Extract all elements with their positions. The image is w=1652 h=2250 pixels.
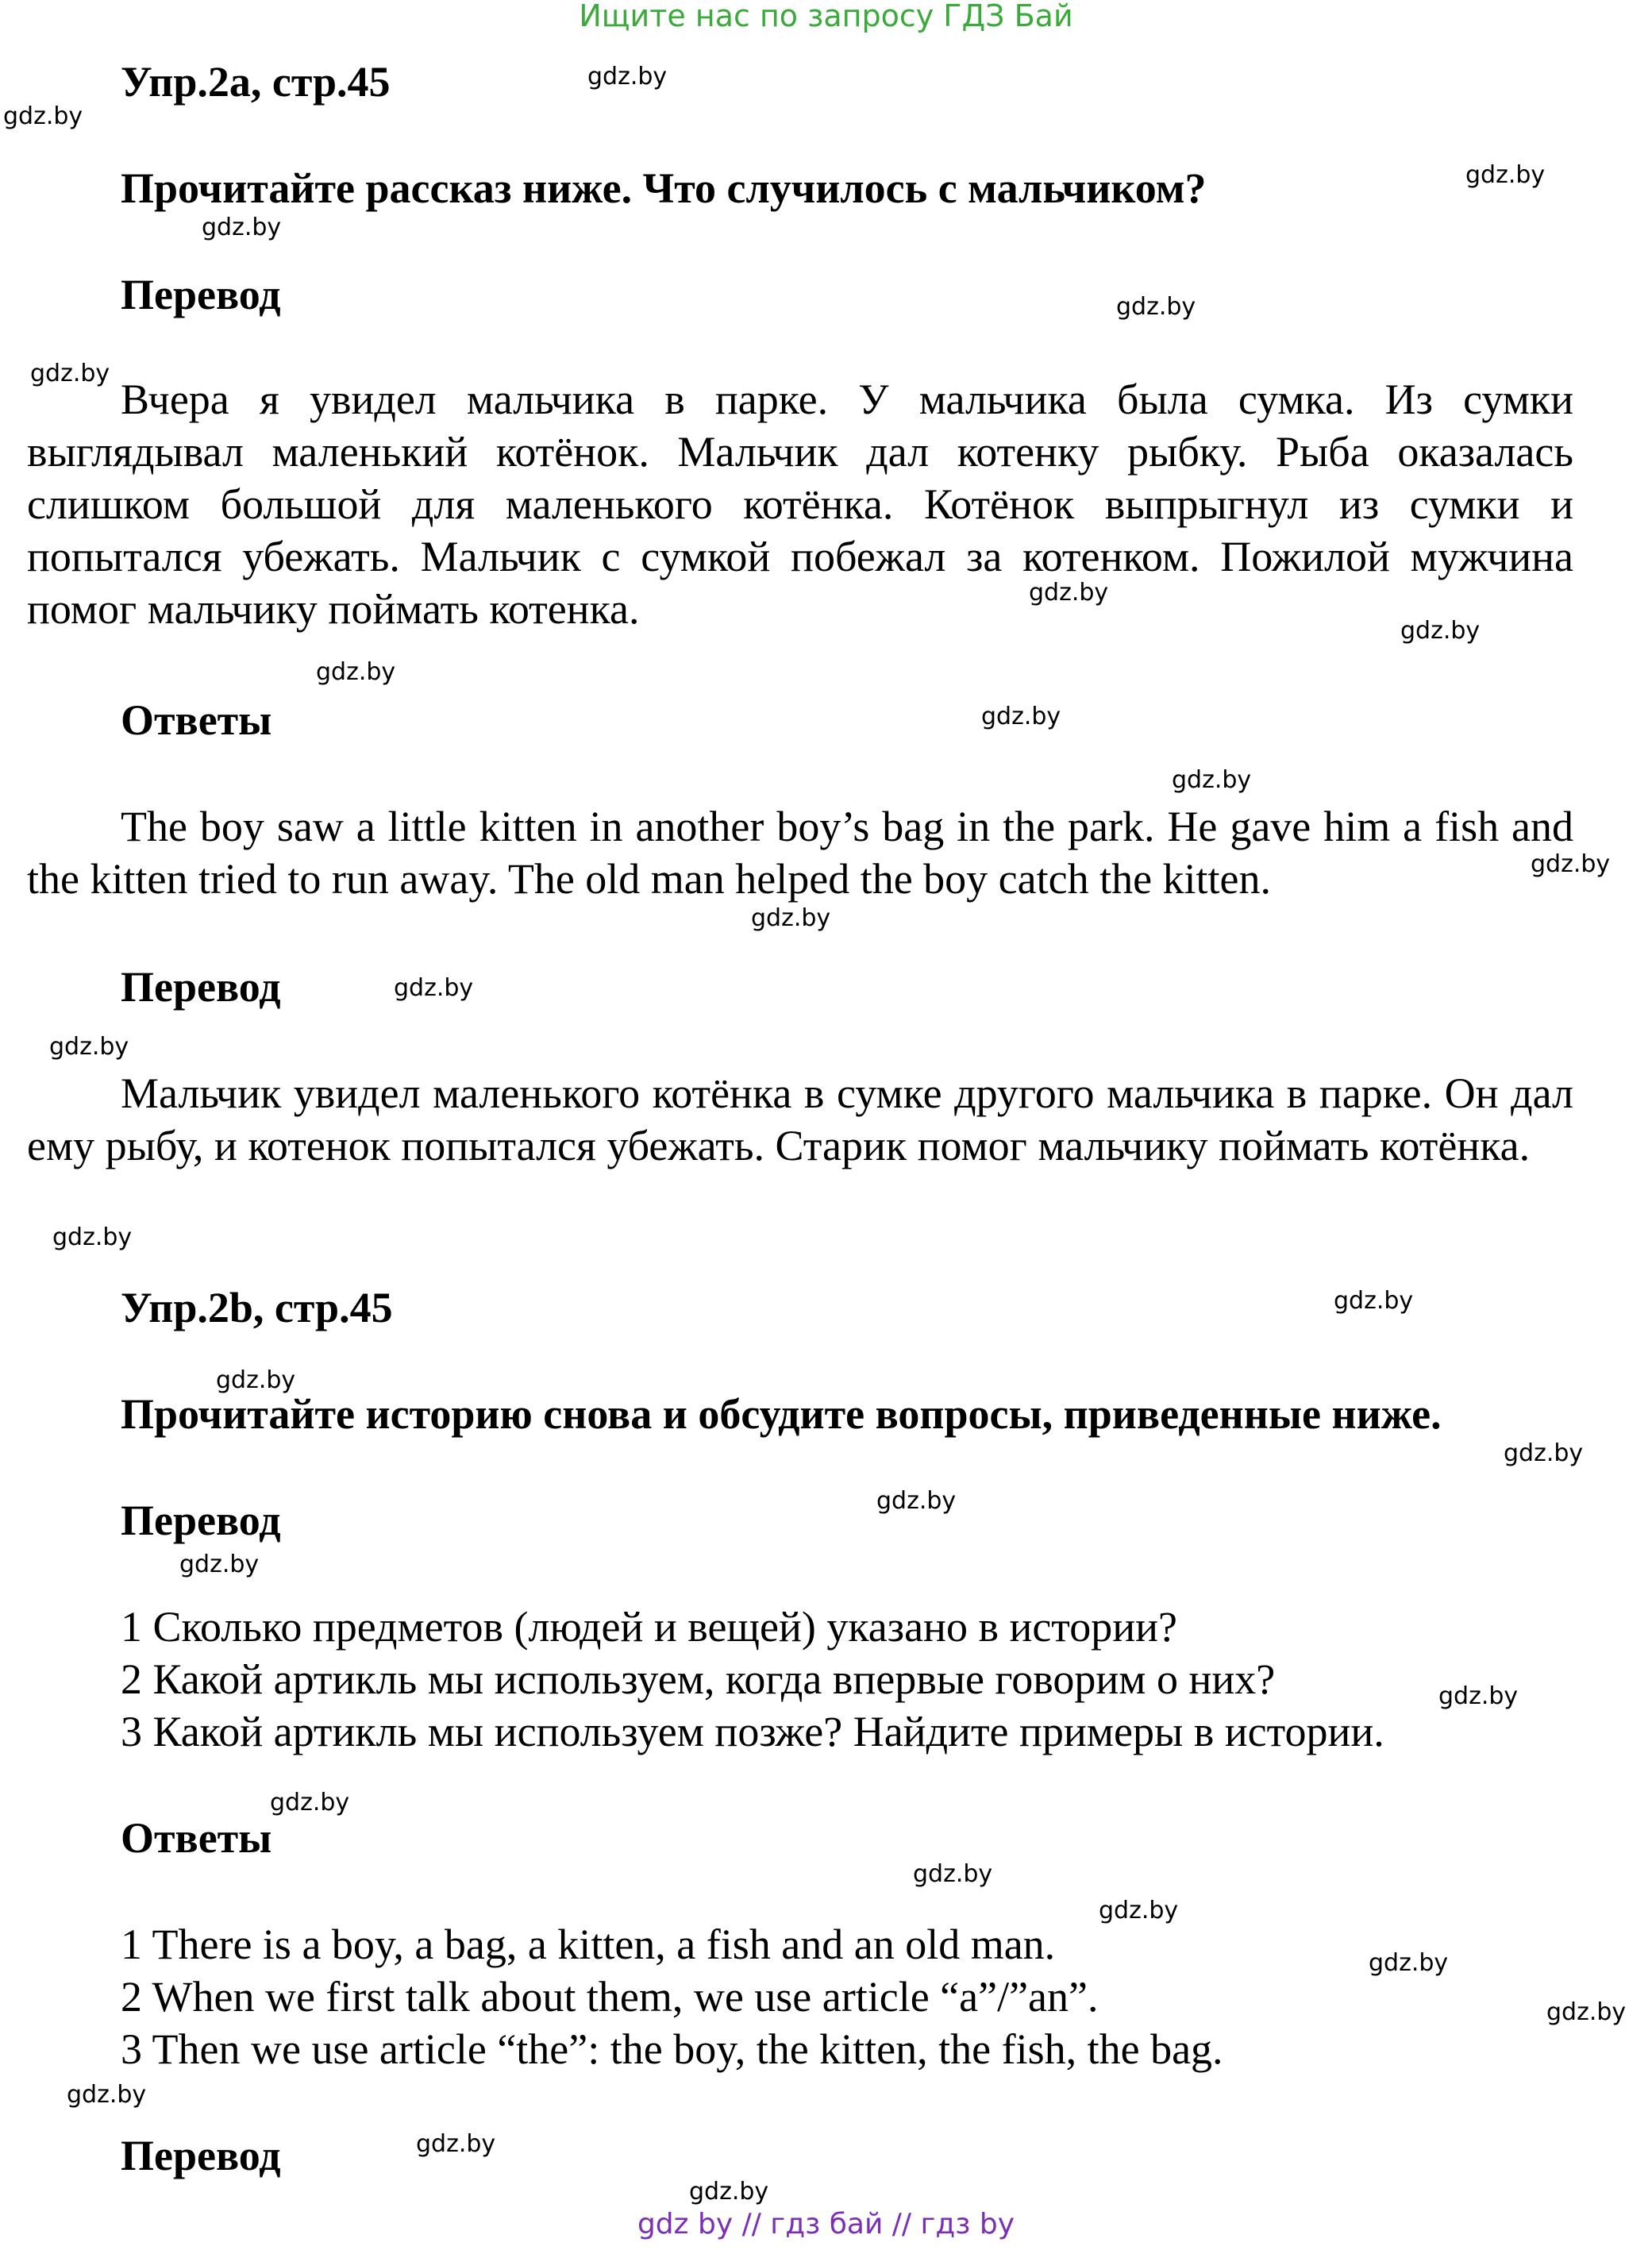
- exercise-2a-answers-text: The boy saw a little kitten in another boy’s bag in the park. He gave him a fish and the kitten tried to run away. The old man helped the boy catch the kitten.: [27, 803, 1573, 903]
- watermark: gdz.by: [913, 1860, 993, 1888]
- watermark: gdz.by: [52, 1223, 133, 1251]
- watermark: gdz.by: [179, 1551, 260, 1578]
- exercise-2b-task: Прочитайте историю снова и обсудите вопросы, приведенные ниже.: [121, 1390, 1442, 1438]
- exercise-2b-answers-heading: Ответы: [121, 1814, 272, 1862]
- watermark: gdz.by: [981, 703, 1061, 730]
- watermark: gdz.by: [1504, 1439, 1584, 1467]
- exercise-2b-question: 1 Сколько предметов (людей и вещей) указано в истории?: [121, 1603, 1177, 1651]
- watermark: gdz.by: [202, 214, 282, 241]
- exercise-2a-task: Прочитайте рассказ ниже. Что случилось с мальчиком?: [121, 164, 1207, 212]
- exercise-2b-question: 3 Какой артикль мы используем позже? Найдите примеры в истории.: [121, 1708, 1384, 1755]
- exercise-2b-answer: 2 When we first talk about them, we use article “a”/”an”.: [121, 1973, 1099, 2021]
- watermark: gdz.by: [689, 2178, 769, 2206]
- exercise-2b-final-heading: Перевод: [121, 2132, 281, 2179]
- watermark: gdz.by: [67, 2081, 147, 2109]
- exercise-2a-answers-translation-heading: Перевод: [121, 963, 281, 1011]
- exercise-2b-answer: 1 There is a boy, a bag, a kitten, a fish and an old man.: [121, 1921, 1056, 1968]
- watermark: gdz.by: [316, 658, 396, 686]
- watermark: gdz.by: [876, 1487, 957, 1515]
- footer-links: gdz by // гдз бай // гдз by: [637, 2208, 1015, 2240]
- watermark: gdz.by: [1465, 161, 1546, 189]
- watermark: gdz.by: [1438, 1682, 1519, 1710]
- watermark: gdz.by: [3, 102, 83, 130]
- watermark: gdz.by: [1116, 293, 1196, 321]
- watermark: gdz.by: [1369, 1949, 1449, 1977]
- watermark: gdz.by: [1531, 850, 1611, 878]
- watermark: gdz.by: [1029, 579, 1109, 607]
- watermark: gdz.by: [1546, 1998, 1627, 2026]
- exercise-2a-title: Упр.2а, стр.45: [121, 58, 391, 106]
- watermark: gdz.by: [1172, 766, 1252, 794]
- watermark: gdz.by: [1099, 1897, 1179, 1924]
- watermark: gdz.by: [587, 63, 668, 91]
- watermark: gdz.by: [751, 904, 831, 932]
- watermark: gdz.by: [416, 2130, 496, 2158]
- top-banner: Ищите нас по запросу ГДЗ Бай: [579, 0, 1073, 33]
- watermark: gdz.by: [49, 1033, 129, 1061]
- watermark: gdz.by: [270, 1789, 350, 1817]
- exercise-2a-translation-text: Вчера я увидел мальчика в парке. У мальчика была сумка. Из сумки выглядывал маленький котёнок. Мальчик дал котенку рыбку. Рыба оказалась слишком большой для маленького котёнка. Котёнок выпрыгнул из сумки и попытался убежать. Мальчик с сумкой побежал за котенком. Пожилой мужчина помог мальчику поймать котенка.: [27, 376, 1573, 633]
- exercise-2a-translation-heading: Перевод: [121, 271, 281, 318]
- exercise-2b-title: Упр.2b, стр.45: [121, 1284, 393, 1331]
- watermark: gdz.by: [30, 360, 110, 387]
- watermark: gdz.by: [216, 1366, 296, 1394]
- exercise-2b-translation-heading: Перевод: [121, 1497, 281, 1544]
- exercise-2b-answer: 3 Then we use article “the”: the boy, the kitten, the fish, the bag.: [121, 2025, 1223, 2073]
- exercise-2b-question: 2 Какой артикль мы используем, когда впервые говорим о них?: [121, 1655, 1276, 1703]
- watermark: gdz.by: [1334, 1287, 1414, 1315]
- watermark: gdz.by: [394, 974, 474, 1002]
- exercise-2a-answers-heading: Ответы: [121, 696, 272, 744]
- watermark: gdz.by: [1400, 617, 1481, 645]
- exercise-2a-answers-translation-text: Мальчик увидел маленького котёнка в сумке другого мальчика в парке. Он дал ему рыбу, и котенок попытался убежать. Старик помог мальчику поймать котёнка.: [27, 1069, 1573, 1169]
